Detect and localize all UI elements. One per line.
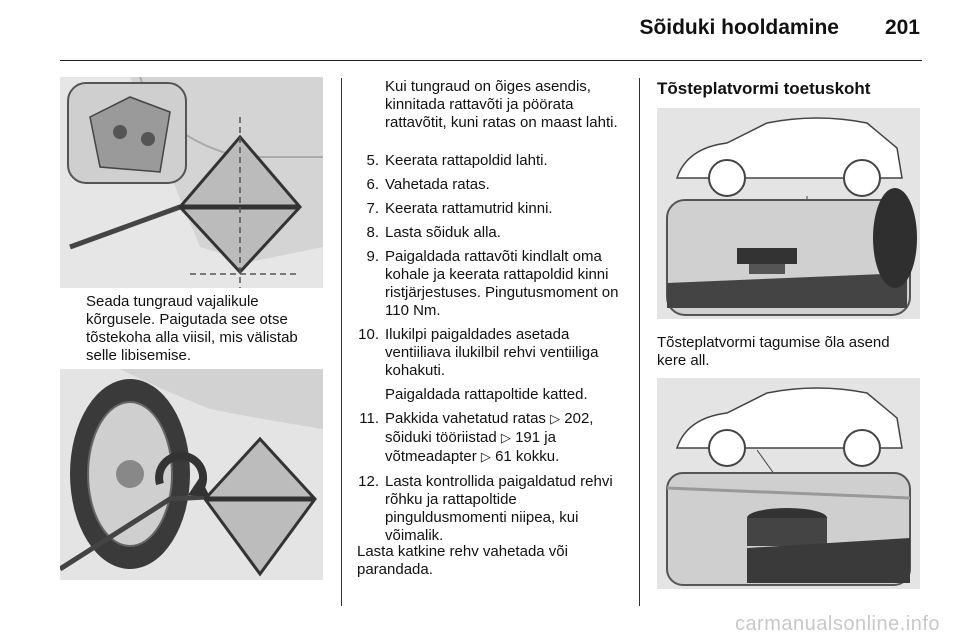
list-item: 8. Lasta sõiduk alla. [366, 224, 501, 241]
section-title: Sõiduki hooldamine [639, 16, 839, 39]
subsection-title: Tõsteplatvormi toetuskoht [657, 79, 871, 98]
column-divider-2 [639, 78, 640, 606]
page-header [639, 16, 920, 40]
page-link-61[interactable]: 61 kokku. [495, 448, 560, 465]
list-item: 12. Lasta kontrollida paigaldatud rehvi rõhku ja rattapoltide pinguldusmomenti niipea, kui võimalik. [358, 473, 613, 544]
list-item: 7. Keerata rattamutrid kinni. [366, 200, 553, 217]
step-list [341, 152, 631, 551]
step-extra: Paigaldada rattapoltide katted. [385, 386, 588, 403]
list-item: 5. Keerata rattapoldid lahti. [366, 152, 548, 169]
page-ref-icon: ▷ [500, 431, 511, 446]
page-ref-icon: ▷ [480, 450, 491, 465]
jack-caption: Seada tungraud vajalikule kõrgusele. Paigutada see otse tõstekoha alla viisil, mis välistab selle libisemise. [86, 293, 298, 364]
header-divider [60, 60, 922, 61]
lift-caption: Tõsteplatvormi tagumise õla asend kere all. [657, 334, 890, 369]
list-item: 6. Vahetada ratas. [366, 176, 490, 193]
wheel-lift-illustration [60, 369, 323, 580]
page-ref-icon: ▷ [550, 412, 561, 427]
list-item: 11. Pakkida vahetatud ratas ▷ 202, sõiduki tööriistad ▷ 191 ja võtmeadapter ▷ 61 kokku. [359, 410, 594, 465]
list-item: 9. Paigaldada rattavõti kindlalt oma kohale ja keerata rattapoldid kinni ristjärjestuses. Pingutusmoment on 110 Nm. [366, 248, 619, 319]
page-link-202[interactable]: 202, [564, 410, 594, 427]
lift-point-illustration-2 [657, 378, 920, 589]
page-link-191[interactable]: 191 ja [515, 429, 556, 446]
page-number: 201 [884, 16, 920, 39]
lift-point-illustration-1 [657, 108, 920, 319]
outro-paragraph: Lasta katkine rehv vahetada või parandada. [357, 543, 568, 578]
jack-lifting-point-illustration [60, 77, 323, 288]
watermark: carmanualsonline.info [734, 613, 940, 635]
intro-paragraph: Kui tungraud on õiges asendis, kinnitada rattavõti ja pöörata rattavõtit, kuni ratas on maast lahti. [385, 78, 618, 131]
list-item: 10. Ilukilpi paigaldades asetada ventiiliava ilukilbil rehvi ventiiliga kohakuti. Paigaldada rattapoltide katted. [341, 326, 631, 404]
